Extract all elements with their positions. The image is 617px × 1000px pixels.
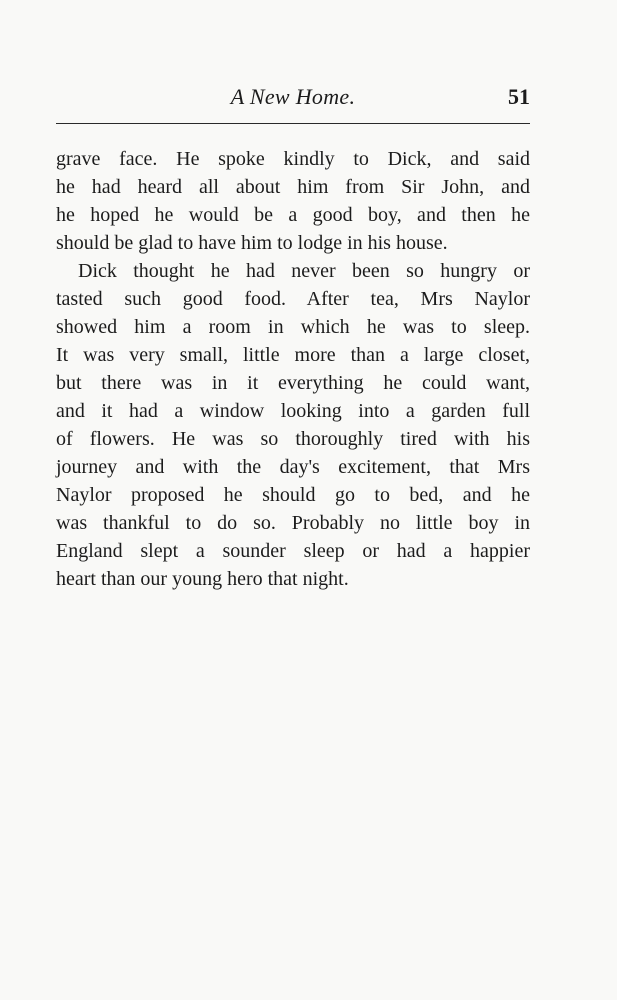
text-line: should be glad to have him to lodge in his house. — [56, 232, 448, 254]
text-line: showed him a room in which he was to sleep. — [56, 316, 530, 338]
paragraph-2 — [56, 257, 530, 593]
header-rule — [56, 123, 530, 124]
running-head — [56, 80, 530, 114]
text-line: but there was in it everything he could want, — [56, 372, 530, 394]
text-line: Dick thought he had never been so hungry or — [78, 260, 530, 282]
text-line: was thankful to do so. Probably no little boy in — [56, 512, 530, 534]
text-line: and it had a window looking into a garden full — [56, 400, 530, 422]
running-title: A New Home. — [230, 84, 356, 109]
text-line: Naylor proposed he should go to bed, and he — [56, 484, 530, 506]
text-line: he hoped he would be a good boy, and then he — [56, 204, 530, 226]
text-line: of flowers. He was so thoroughly tired with his — [56, 428, 530, 450]
text-line: England slept a sounder sleep or had a happier — [56, 540, 530, 562]
page-number: 51 — [508, 84, 530, 109]
text-line: grave face. He spoke kindly to Dick, and said — [56, 148, 530, 170]
body-text — [56, 145, 530, 593]
text-line: he had heard all about him from Sir John, and — [56, 176, 530, 198]
text-line: heart than our young hero that night. — [56, 568, 349, 590]
paragraph-1 — [56, 145, 530, 257]
text-line: It was very small, little more than a large closet, — [56, 344, 530, 366]
text-line: journey and with the day's excitement, that Mrs — [56, 456, 530, 478]
text-line: tasted such good food. After tea, Mrs Naylor — [56, 288, 530, 310]
